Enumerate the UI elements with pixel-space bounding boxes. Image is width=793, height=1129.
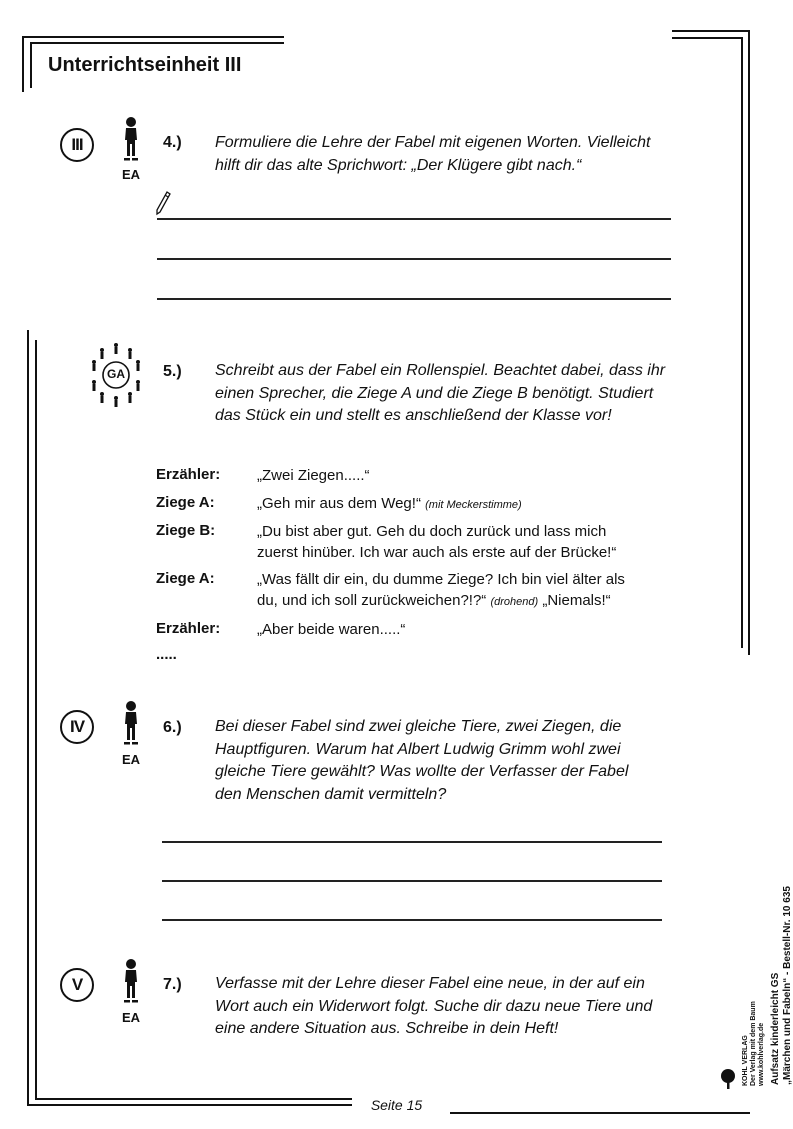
task-text: Schreibt aus der Fabel ein Rollenspiel. Beachtet dabei, dass ihr einen Sprecher, die Ziege A und die Ziege B benötigt. Studiert das Stück ein und stellt es anschließend der Klasse vor! [215, 362, 666, 424]
frame-left-mid-line-inner [35, 340, 37, 1100]
sidebar-imprint: Aufsatz kinderleicht GS „Märchen und Fabeln“ - Bestell-Nr. 10 635 [770, 886, 793, 1085]
dialogue-ellipsis: ..... [156, 646, 177, 663]
writing-line[interactable] [157, 258, 671, 260]
dialogue-speaker: Ziege A: [156, 494, 215, 511]
frame-left-line-inner [30, 42, 32, 88]
task-number: 6.) [163, 719, 182, 736]
dialogue-speaker: Ziege B: [156, 522, 216, 539]
page-title: Unterrichtseinheit III [48, 54, 242, 76]
frame-left-line [22, 36, 24, 92]
frame-right-line [748, 30, 750, 655]
dialogue-speaker: Erzähler: [156, 466, 221, 483]
task-text: Verfasse mit der Lehre dieser Fabel eine neue, in der auf ein Wort auch ein Widerwort folgt. Suche dir dazu neue Tiere und eine andere Situation aus. Schreibe in dein Heft! [215, 975, 653, 1037]
frame-top-line [22, 36, 284, 38]
task-number: 7.) [163, 976, 182, 993]
dialogue-line: „Aber beide waren.....“ [257, 621, 406, 638]
mode-label: EA [121, 167, 141, 182]
publisher-info: KOHL VERLAG Der Verlag mit dem Baum www.kohlverlag.de [742, 1001, 765, 1086]
single-person-icon [118, 116, 144, 166]
dialogue-line: „Zwei Ziegen.....“ [257, 467, 370, 484]
task-text: Bei dieser Fabel sind zwei gleiche Tiere, zwei Ziegen, die Hauptfiguren. Warum hat Albert Ludwig Grimm wohl zwei gleiche Tiere gewählt? Was wollte der Verfasser der Fabel den Menschen damit vermitteln? [215, 718, 629, 803]
frame-left-mid-line [27, 330, 29, 1105]
mode-label: EA [121, 1010, 141, 1025]
frame-top-line-inner [30, 42, 284, 44]
dialogue-line: „Du bist aber gut. Geh du doch zurück und lass mich zuerst hinüber. Ich war auch als erste auf der Brücke!“ [257, 523, 617, 561]
writing-line[interactable] [162, 919, 662, 921]
roman-numeral-badge: IV [60, 710, 94, 744]
pencil-icon [154, 190, 172, 218]
frame-right-line-inner [741, 37, 743, 648]
stage-direction: (mit Meckerstimme) [425, 499, 522, 511]
writing-line[interactable] [157, 218, 671, 220]
mode-label: EA [121, 752, 141, 767]
single-person-icon [118, 700, 144, 750]
mode-label: GA [107, 367, 125, 381]
dialogue-speaker: Ziege A: [156, 570, 215, 587]
roman-numeral-badge: V [60, 968, 94, 1002]
single-person-icon [118, 958, 144, 1008]
task-text: Formuliere die Lehre der Fabel mit eigenen Worten. Vielleicht hilft dir das alte Sprichwort: „Der Klügere gibt nach.“ [215, 134, 651, 174]
writing-line[interactable] [162, 880, 662, 882]
frame-top-right-line [672, 30, 750, 32]
dialogue-line: „Was fällt dir ein, du dumme Ziege? Ich bin viel älter als du, und ich soll zurückweichen?!?“ (drohend) „Niemals!“ [257, 571, 625, 609]
page-number: Seite 15 [370, 1097, 423, 1113]
task-number: 4.) [163, 134, 182, 151]
frame-top-right-line-inner [672, 37, 742, 39]
task-number: 5.) [163, 363, 182, 380]
writing-line[interactable] [162, 841, 662, 843]
tree-logo-icon [718, 1068, 738, 1090]
dialogue-line: „Geh mir aus dem Weg!“ (mit Meckerstimme) [257, 495, 522, 512]
stage-direction: (drohend) [490, 596, 539, 608]
dialogue-speaker: Erzähler: [156, 620, 221, 637]
writing-line[interactable] [157, 298, 671, 300]
roman-numeral-badge: III [60, 128, 94, 162]
